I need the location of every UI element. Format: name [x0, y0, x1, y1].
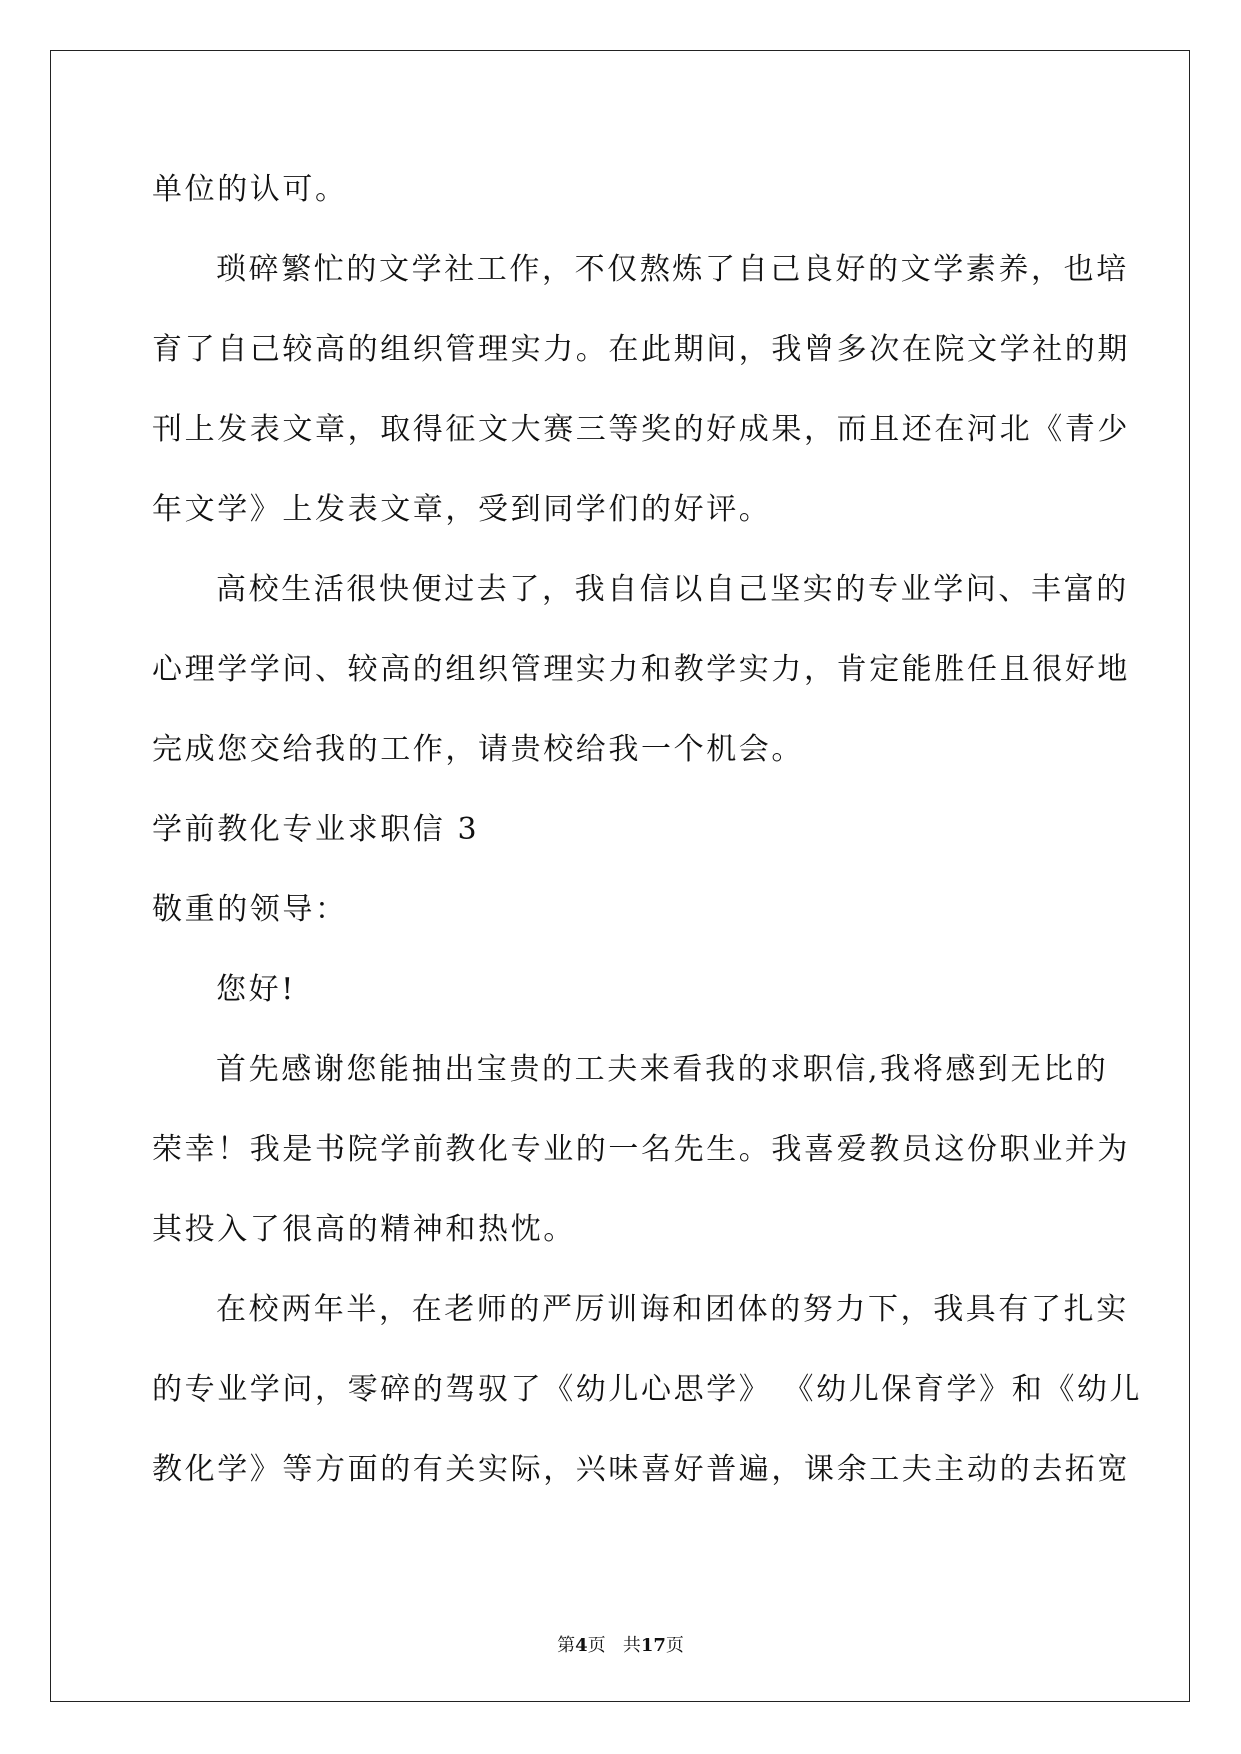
- text-line: 心理学学问、较高的组织管理实力和教学实力，肯定能胜任且很好地: [152, 652, 1130, 687]
- footer-total-prefix: 共: [622, 1635, 641, 1656]
- text-line: 高校生活很快便过去了，我自信以自己坚实的专业学问、丰富的: [216, 572, 1129, 607]
- footer-total-unit: 页: [665, 1635, 684, 1656]
- text-line: 单位的认可。: [152, 172, 348, 207]
- text-line: 教化学》等方面的有关实际，兴味喜好普遍，课余工夫主动的去拓宽: [152, 1452, 1130, 1487]
- text-line: 育了自己较高的组织管理实力。在此期间，我曾多次在院文学社的期: [152, 332, 1130, 367]
- salutation: 敬重的领导：: [152, 892, 348, 927]
- text-line: 年文学》上发表文章，受到同学们的好评。: [152, 492, 772, 527]
- total-page-count: 17: [640, 1635, 666, 1656]
- text-line: 首先感谢您能抽出宝贵的工夫来看我的求职信,我将感到无比的: [216, 1052, 1109, 1087]
- current-page-number: 4: [575, 1635, 588, 1656]
- text-line: 刊上发表文章，取得征文大赛三等奖的好成果，而且还在河北《青少: [152, 412, 1130, 447]
- document-body: [152, 150, 1143, 1510]
- text-line: 琐碎繁忙的文学社工作，不仅熬炼了自己良好的文学素养，也培: [216, 252, 1129, 287]
- section-heading: 学前教化专业求职信 3: [152, 812, 480, 847]
- text-line: 的专业学问，零碎的驾驭了《幼儿心思学》 《幼儿保育学》和《幼儿: [152, 1372, 1143, 1407]
- text-line: 其投入了很高的精神和热忱。: [152, 1212, 576, 1247]
- page-number-footer: [0, 1634, 1241, 1658]
- text-line: 在校两年半，在老师的严厉训诲和团体的努力下，我具有了扎实: [216, 1292, 1129, 1327]
- text-line: 完成您交给我的工作，请贵校给我一个机会。: [152, 732, 804, 767]
- greeting: 您好!: [216, 972, 296, 1007]
- text-line: 荣幸！我是书院学前教化专业的一名先生。我喜爱教员这份职业并为: [152, 1132, 1130, 1167]
- footer-page-unit: 页: [587, 1635, 606, 1656]
- footer-prefix: 第: [557, 1635, 576, 1656]
